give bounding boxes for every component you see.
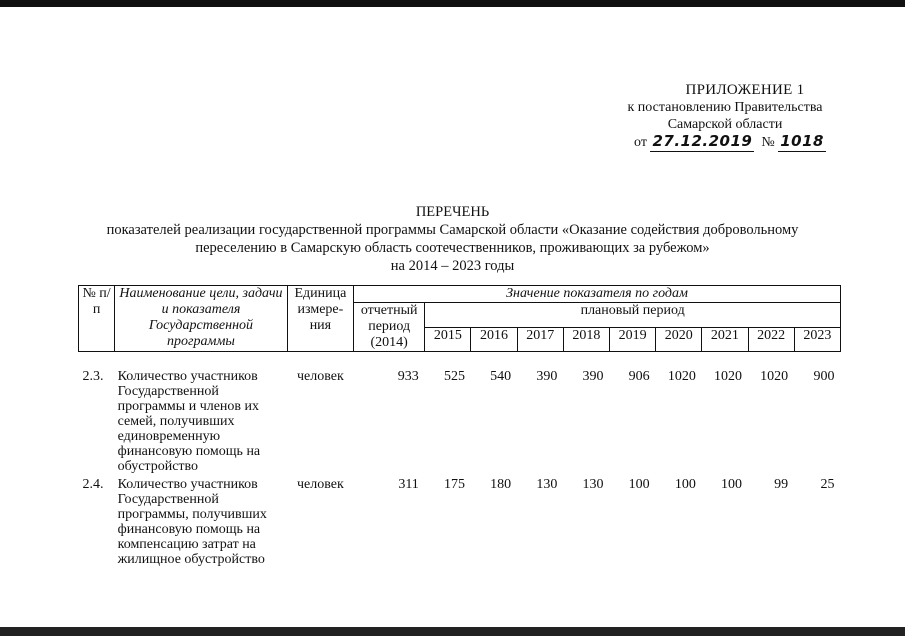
indicators-table: [78, 285, 841, 567]
heading-title: ПЕРЕЧЕНЬ: [415, 204, 490, 220]
appendix-block: [560, 82, 890, 152]
row-value: 180: [490, 477, 512, 492]
row-number: 2.4.: [82, 477, 104, 492]
header-name: Наименование цели, задачи и показателя Государственной программы: [115, 286, 288, 352]
row-value: 175: [443, 477, 465, 492]
table-row: [79, 474, 841, 567]
row-value: 1020: [714, 369, 742, 384]
row-value: 540: [490, 369, 512, 384]
appendix-line-2: Самарской области: [667, 117, 783, 132]
heading-line-1: показателей реализации государственной программы Самарской области «Оказание содействия добровольному: [106, 222, 799, 238]
header-year: 2015: [425, 327, 471, 352]
header-year: 2017: [517, 327, 563, 352]
header-year: 2021: [702, 327, 748, 352]
header-planned-period: плановый период: [425, 303, 841, 328]
date-prefix: от: [634, 135, 647, 150]
header-year: 2020: [656, 327, 702, 352]
document-heading: [40, 203, 865, 275]
table-row: [79, 366, 841, 474]
row-indicator-name: Количество участников Государственной программы, получивших финансовую помощь на компенсацию затрат на жилищное обустройство: [117, 477, 267, 567]
row-value: 390: [536, 369, 558, 384]
row-value: 25: [820, 477, 835, 492]
heading-line-2: переселению в Самарскую область соотечественников, проживающих за рубежом»: [195, 240, 710, 256]
row-value: 130: [536, 477, 558, 492]
row-value: 100: [721, 477, 742, 492]
header-year: 2016: [471, 327, 517, 352]
handwritten-number-field: [778, 133, 826, 152]
appendix-signature-line: [560, 133, 890, 152]
row-number: 2.3.: [82, 369, 104, 384]
handwritten-date-field: [650, 133, 754, 152]
scan-border-bottom: [0, 627, 905, 636]
row-value: 390: [582, 369, 604, 384]
row-unit: человек: [297, 369, 344, 384]
appendix-title: ПРИЛОЖЕНИЕ 1: [685, 82, 805, 98]
row-unit: человек: [297, 477, 344, 492]
header-reporting-period: отчетный период (2014): [354, 303, 425, 352]
row-value: 906: [628, 369, 650, 384]
row-value: 900: [813, 369, 835, 384]
row-value: 933: [397, 369, 419, 384]
row-value: 311: [398, 477, 419, 492]
header-values-group: Значение показателя по годам: [354, 286, 841, 303]
row-value: 1020: [760, 369, 789, 384]
header-year: 2022: [748, 327, 794, 352]
scan-border-top: [0, 0, 905, 7]
row-indicator-name: Количество участников Государственной программы и членов их семей, получивших единовременную финансовую помощь на обустройство: [117, 369, 261, 474]
appendix-line-1: к постановлению Правительства: [627, 100, 823, 115]
header-year: 2018: [563, 327, 609, 352]
row-spacer: [79, 352, 841, 367]
number-prefix: №: [761, 135, 775, 150]
row-value: 100: [674, 477, 696, 492]
row-value: 130: [582, 477, 604, 492]
header-unit: Единица измере-ния: [287, 286, 353, 352]
row-value: 1020: [667, 369, 696, 384]
header-number: № п/п: [79, 286, 115, 352]
header-year: 2019: [609, 327, 655, 352]
row-value: 100: [628, 477, 650, 492]
row-value: 99: [774, 477, 789, 492]
heading-line-3: на 2014 – 2023 годы: [390, 258, 515, 274]
row-value: 525: [443, 369, 465, 384]
header-year: 2023: [794, 327, 840, 352]
handwritten-number: 1018: [780, 132, 824, 150]
handwritten-date: 27.12.2019: [652, 132, 753, 150]
